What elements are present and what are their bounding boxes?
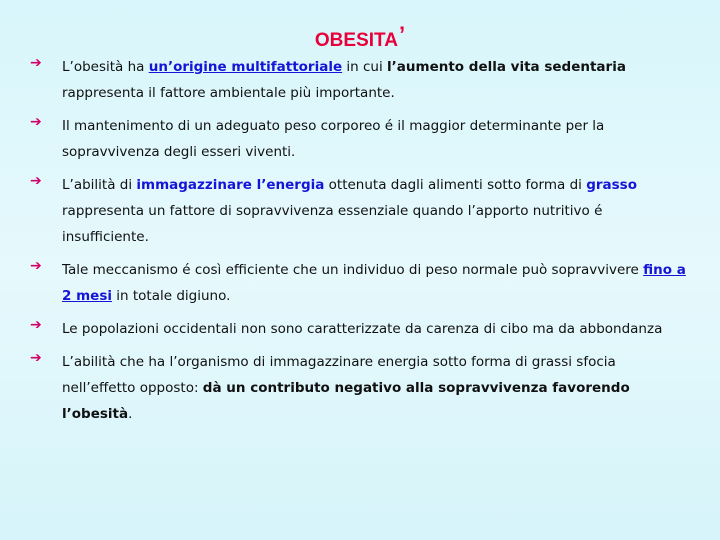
text-run: . [128,406,133,422]
text-run: L’obesità ha [62,59,149,75]
right-arrow-icon: ➔ [30,350,42,366]
multifactorial-link[interactable]: un’origine multifattoriale [148,59,343,75]
right-arrow-icon: ➔ [30,55,42,71]
text-run: Il mantenimento di un adeguato peso corporeo é il maggior determinante per la sopravvivenza degli esseri viventi. [62,118,605,160]
bullet-item-5 [30,316,690,342]
text-run: in totale digiuno. [111,288,231,304]
bullet-item-6 [30,349,690,427]
bullet-item-1 [30,54,690,106]
text-run: in cui [342,59,388,75]
emphasis-text: grasso [586,177,637,193]
right-arrow-icon: ➔ [30,258,42,274]
bullet-text [62,172,690,250]
bullet-text [62,349,690,427]
bullet-text [62,113,690,165]
two-months-link[interactable]: fino a 2 mesi [62,262,686,304]
text-run: Tale meccanismo é così efficiente che un individuo di peso normale può sopravvivere [62,262,644,278]
slide-title-text: OBESITA [314,30,398,51]
right-arrow-icon: ➔ [30,317,42,333]
bullet-text [62,257,690,309]
text-run: rappresenta il fattore ambientale più importante. [62,85,395,101]
text-run: ottenuta dagli alimenti sotto forma di [324,177,587,193]
text-run: rappresenta un fattore di sopravvivenza essenziale quando l’apporto nutritivo é insufficiente. [62,203,603,245]
slide-title [0,22,720,52]
text-run: L’abilità di [62,177,137,193]
bold-text: l’aumento della vita sedentaria [387,59,626,75]
text-run: Le popolazioni occidentali non sono caratterizzate da carenza di cibo ma da abbondanza [62,321,663,337]
bullet-item-3 [30,172,690,250]
right-arrow-icon: ➔ [30,173,42,189]
bold-text: dà un contributo negativo alla sopravvivenza favorendo l’obesità [62,380,630,422]
bullet-item-2 [30,113,690,165]
bullet-text [62,54,690,106]
bullet-item-4 [30,257,690,309]
right-arrow-icon: ➔ [30,114,42,130]
bullet-text [62,316,690,342]
text-run: L’abilità che ha l’organismo di immagazzinare energia sotto forma di grassi sfocia nell’effetto opposto: [62,354,616,396]
slide-title-apostrophe: ’ [398,22,406,47]
emphasis-text: immagazzinare l’energia [136,177,325,193]
bullet-list [30,54,690,434]
